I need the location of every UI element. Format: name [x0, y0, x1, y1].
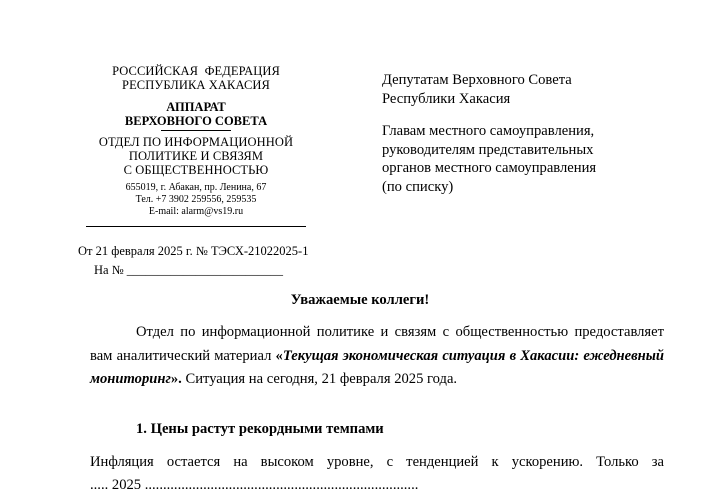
letterhead-phone: Тел. +7 3902 259556, 259535 — [135, 194, 257, 205]
section-paragraph-line1: Инфляция остается на высоком уровне, с тенденцией к ускорению. Только за — [90, 454, 664, 470]
letterhead-dept-line1: ОТДЕЛ ПО ИНФОРМАЦИОННОЙ — [98, 135, 294, 149]
letter-date-number: От 21 февраля 2025 г. № ТЭСХ-21022025-1 — [78, 244, 309, 258]
letterhead-address: 655019, г. Абакан, пр. Ленина, 67 — [125, 182, 267, 193]
intro-text-before: Отдел по информационной политике и связям с общественностью предоставляет вам аналитический материал — [90, 324, 664, 364]
letterhead-country: РОССИЙСКАЯ ФЕДЕРАЦИЯ — [112, 64, 280, 78]
in-reply-to-line: На № _________________________ — [94, 263, 284, 277]
intro-material-title: Текущая экономическая ситуация в Хакасии: ежедневный мониторинг — [90, 347, 664, 387]
intro-text-after: Ситуация на сегодня, 21 февраля 2025 года. — [181, 371, 458, 387]
recipient-line-5: органов местного самоуправления — [382, 160, 597, 176]
letterhead-dept-line2: ПОЛИТИКЕ И СВЯЗЯМ — [128, 149, 264, 163]
intro-quote-close: ». — [170, 371, 182, 387]
salutation: Уважаемые коллеги! — [290, 292, 430, 308]
section-heading: 1. Цены растут рекордными темпами — [136, 421, 384, 437]
letterhead-republic: РЕСПУБЛИКА ХАКАСИЯ — [122, 78, 270, 92]
letterhead-org-line2: ВЕРХОВНОГО СОВЕТА — [124, 114, 268, 128]
intro-quote-open: « — [275, 347, 283, 364]
letterhead-bottom-rule — [86, 226, 306, 227]
letterhead-dept-line3: С ОБЩЕСТВЕННОСТЬЮ — [123, 163, 269, 177]
recipients-block — [382, 71, 682, 196]
letterhead-divider — [161, 130, 231, 131]
letterhead-email: E-mail: alarm@vs19.ru — [148, 206, 244, 217]
recipient-line-6: (по списку) — [382, 178, 454, 195]
recipient-line-2: Республики Хакасия — [382, 90, 511, 107]
recipient-line-4: руководителям представительных — [382, 141, 594, 158]
recipient-line-1: Депутатам Верховного Совета — [382, 72, 572, 88]
section-paragraph-line2: ..... 2025 ........................................................................... — [90, 477, 419, 493]
letterhead — [72, 64, 320, 227]
letterhead-org-line1: АППАРАТ — [166, 100, 226, 114]
intro-paragraph — [90, 321, 664, 392]
recipient-line-3: Главам местного самоуправления, — [382, 123, 595, 139]
